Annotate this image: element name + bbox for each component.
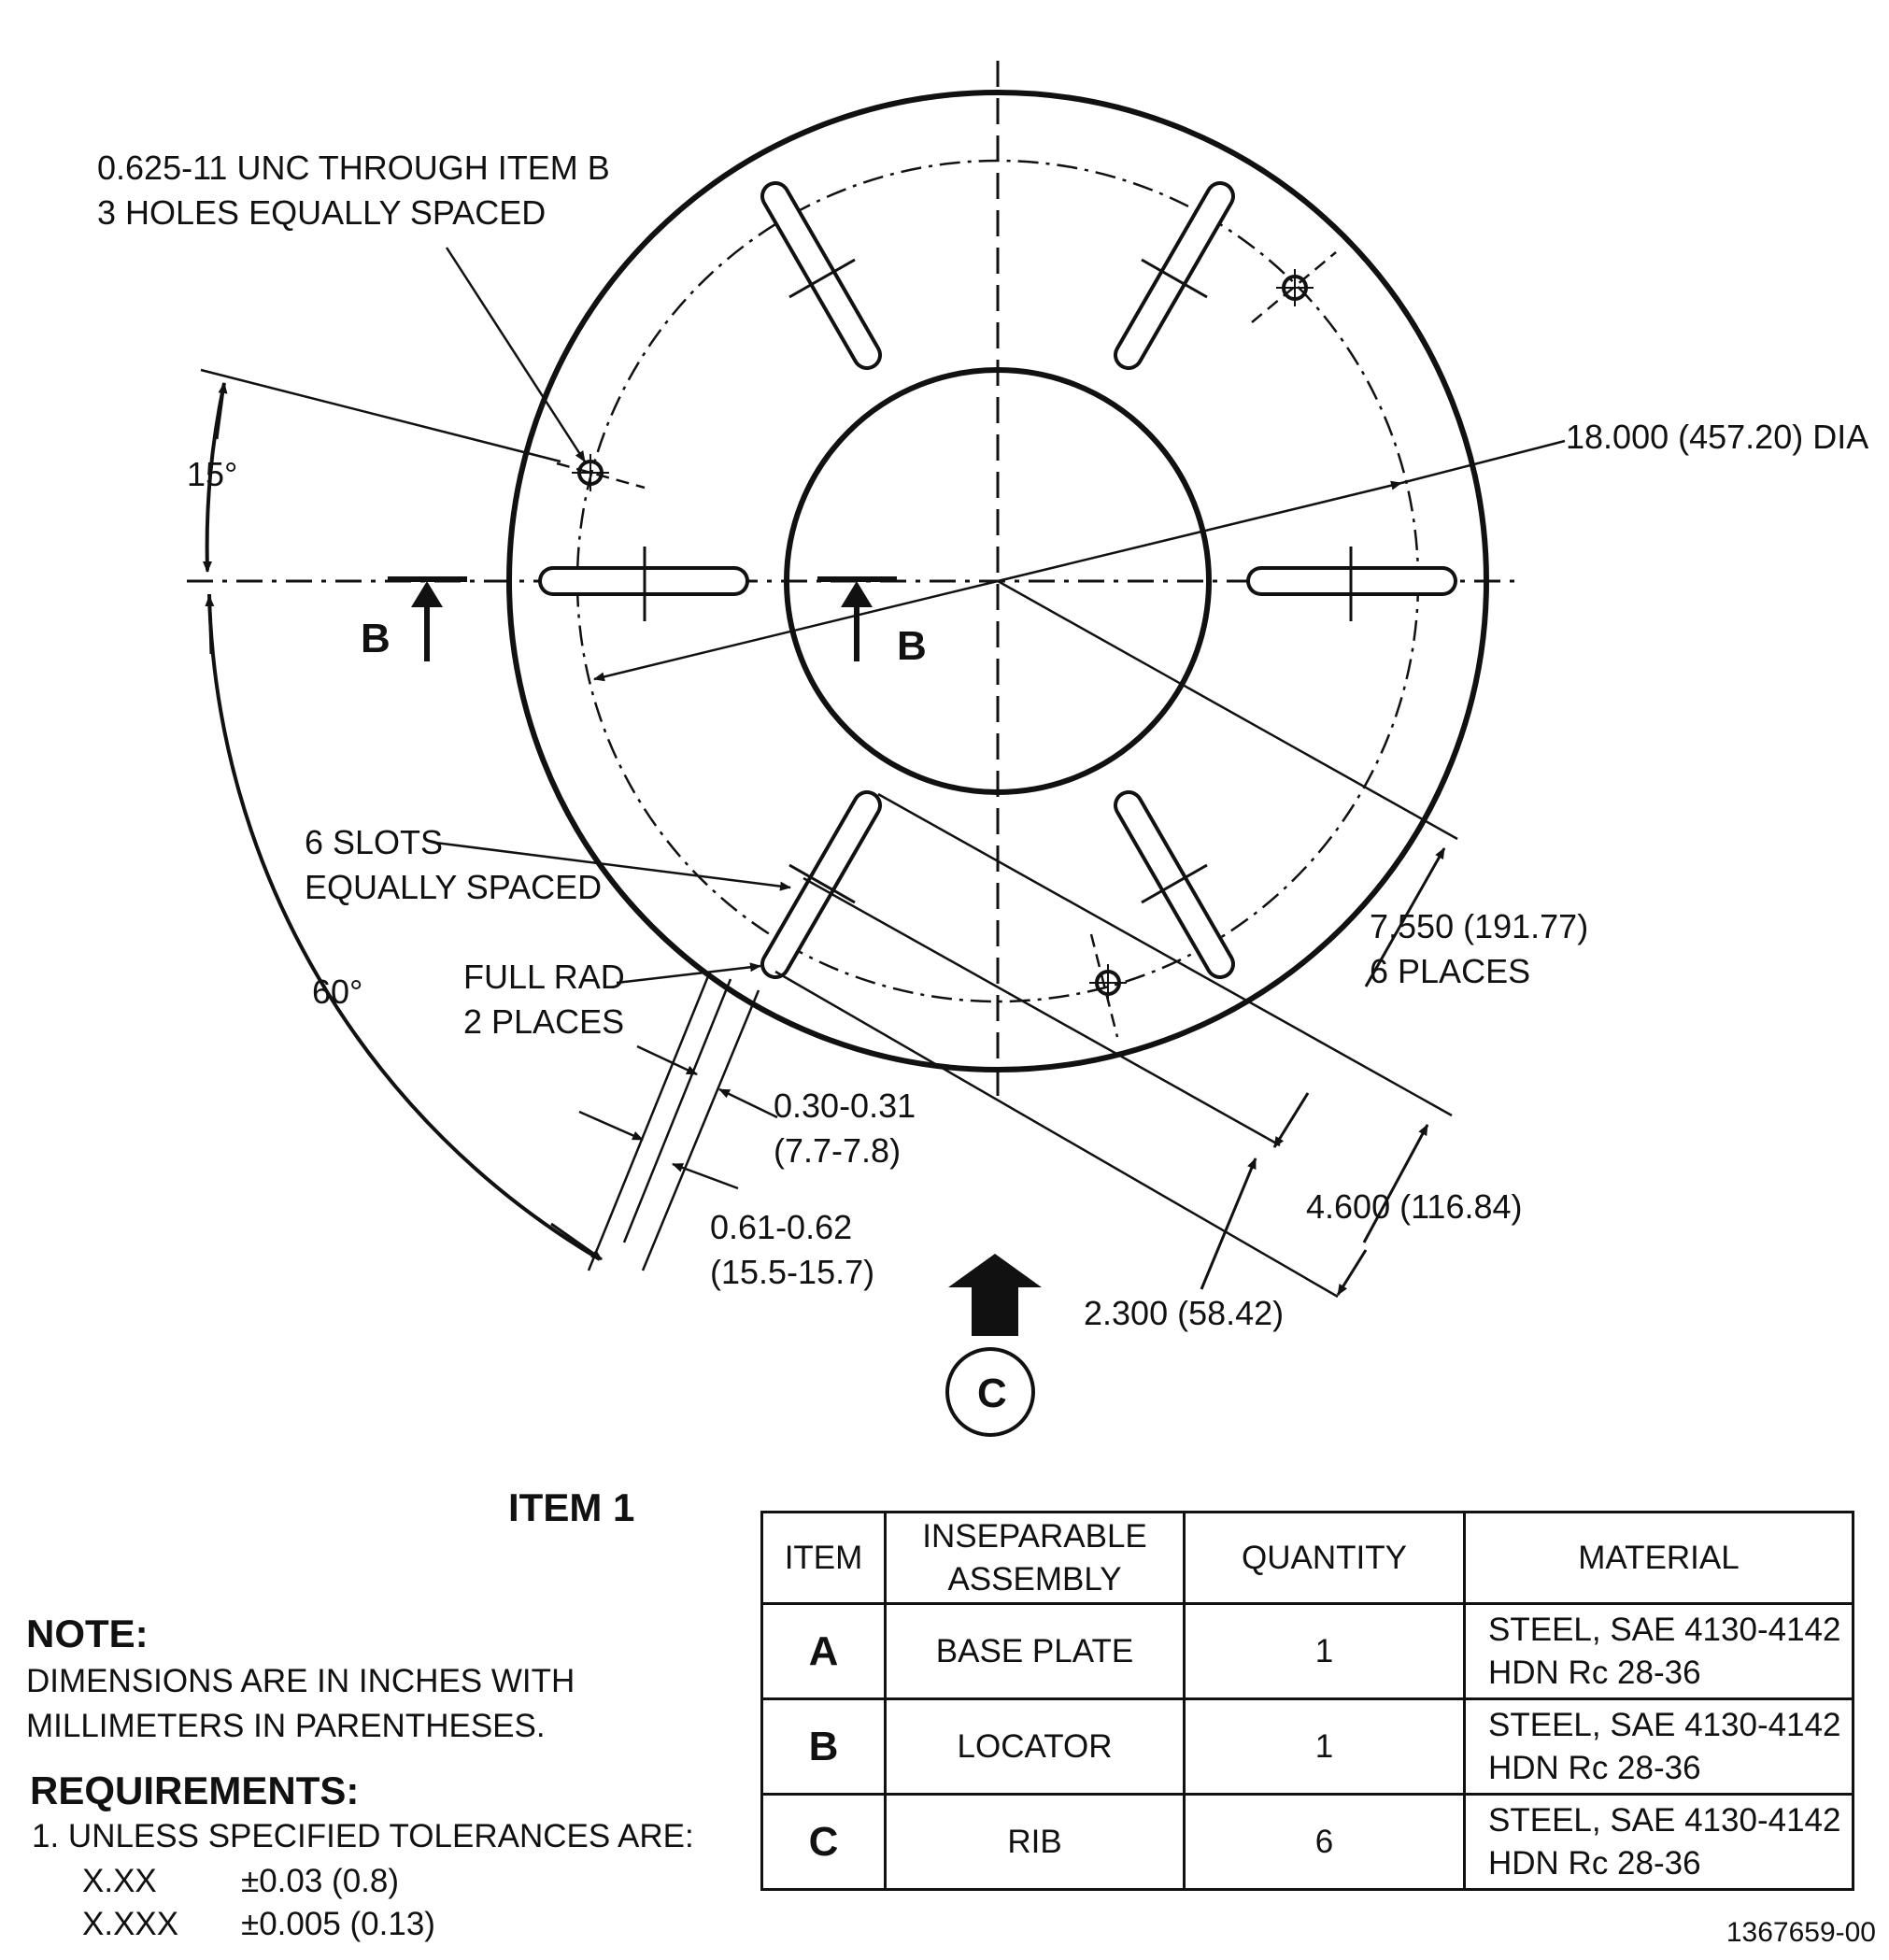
tolerance-code: X.XX — [82, 1863, 157, 1899]
slot-width2-line2: (15.5-15.7) — [710, 1253, 875, 1291]
row-item: C — [762, 1795, 886, 1890]
holes-callout-line2: 3 HOLES EQUALLY SPACED — [97, 193, 547, 232]
angle-ref-line — [201, 370, 561, 462]
note-line-1: DIMENSIONS ARE IN INCHES WITH — [26, 1663, 575, 1699]
tapped-hole-lower — [1089, 934, 1127, 1037]
header-item: ITEM — [762, 1513, 886, 1604]
view-c-label: C — [977, 1371, 1007, 1416]
dia-leader-line — [1401, 441, 1565, 483]
material-line2: HDN Rc 28-36 — [1488, 1654, 1701, 1691]
header-assembly-line2: ASSEMBLY — [947, 1560, 1122, 1598]
note-heading: NOTE: — [26, 1612, 149, 1655]
angle-60-arc — [209, 594, 603, 1259]
dia-callout: 18.000 (457.20) DIA — [1566, 418, 1869, 456]
dim-7550-line1: 7.550 (191.77) — [1370, 907, 1589, 945]
slots-callout-line2: EQUALLY SPACED — [305, 868, 603, 906]
slot-lower-right — [1129, 805, 1220, 964]
row-qty: 6 — [1185, 1795, 1465, 1890]
angle-15-label: 15° — [187, 455, 238, 493]
row-item: B — [762, 1699, 886, 1795]
fullrad-callout-line1: FULL RAD — [463, 958, 625, 996]
requirements-heading: REQUIREMENTS: — [30, 1768, 360, 1812]
header-assembly — [886, 1513, 1185, 1604]
dim-7550-line2: 6 PLACES — [1370, 952, 1531, 990]
tolerance-value: ±0.03 (0.8) — [241, 1863, 400, 1899]
material-line1: STEEL, SAE 4130-4142 — [1488, 1707, 1841, 1743]
slot-lower-left — [775, 805, 867, 964]
row-qty: 1 — [1185, 1699, 1465, 1795]
row-name: LOCATOR — [886, 1699, 1185, 1795]
slot-width-line1: 0.30-0.31 — [774, 1087, 916, 1125]
fullrad-leader — [617, 966, 760, 983]
row-qty: 1 — [1185, 1604, 1465, 1699]
header-assembly-line1: INSEPARABLE — [922, 1518, 1147, 1555]
row-material — [1465, 1604, 1853, 1699]
material-line1: STEEL, SAE 4130-4142 — [1488, 1612, 1841, 1648]
slot-width2-line1: 0.61-0.62 — [710, 1208, 853, 1246]
table-header-row — [762, 1513, 1853, 1604]
tapped-hole-upper-right — [1252, 252, 1336, 322]
fullrad-callout-line2: 2 PLACES — [463, 1002, 625, 1041]
table-row — [762, 1604, 1853, 1699]
row-name: BASE PLATE — [886, 1604, 1185, 1699]
header-material: MATERIAL — [1465, 1513, 1853, 1604]
angle-60-label: 60° — [312, 973, 363, 1011]
note-line-2: MILLIMETERS IN PARENTHESES. — [26, 1708, 546, 1744]
dim-4600-label: 4.600 (116.84) — [1306, 1187, 1523, 1226]
slot-right — [1261, 547, 1442, 621]
section-b-right-label: B — [897, 623, 927, 669]
slot-width-line2: (7.7-7.8) — [774, 1131, 902, 1170]
table-row — [762, 1699, 1853, 1795]
slots-callout-line1: 6 SLOTS — [305, 823, 444, 861]
view-c-arrow — [948, 1254, 1042, 1336]
material-line2: HDN Rc 28-36 — [1488, 1749, 1701, 1786]
dim-2300-label: 2.300 (58.42) — [1084, 1294, 1285, 1332]
row-name: RIB — [886, 1795, 1185, 1890]
holes-callout-line1: 0.625-11 UNC THROUGH ITEM B — [97, 149, 610, 187]
tapped-hole-left — [557, 454, 645, 491]
slot-upper-right — [1129, 196, 1220, 355]
section-b-left-label: B — [361, 616, 391, 661]
header-quantity: QUANTITY — [1185, 1513, 1465, 1604]
row-material — [1465, 1699, 1853, 1795]
requirement-1: 1. UNLESS SPECIFIED TOLERANCES ARE: — [32, 1818, 694, 1854]
material-line2: HDN Rc 28-36 — [1488, 1844, 1701, 1882]
material-line1: STEEL, SAE 4130-4142 — [1488, 1802, 1841, 1839]
parts-table — [760, 1511, 1854, 1891]
row-item: A — [762, 1604, 886, 1699]
item-title: ITEM 1 — [508, 1485, 635, 1529]
section-b-left — [388, 579, 467, 661]
tolerance-value: ±0.005 (0.13) — [241, 1906, 435, 1942]
drawing-number: 1367659-00 — [1726, 1917, 1876, 1948]
slot-upper-left — [775, 196, 867, 355]
table-row — [762, 1795, 1853, 1890]
row-material — [1465, 1795, 1853, 1890]
section-b-right — [817, 579, 897, 661]
slot-left — [553, 547, 734, 621]
tolerance-code: X.XXX — [82, 1906, 179, 1942]
